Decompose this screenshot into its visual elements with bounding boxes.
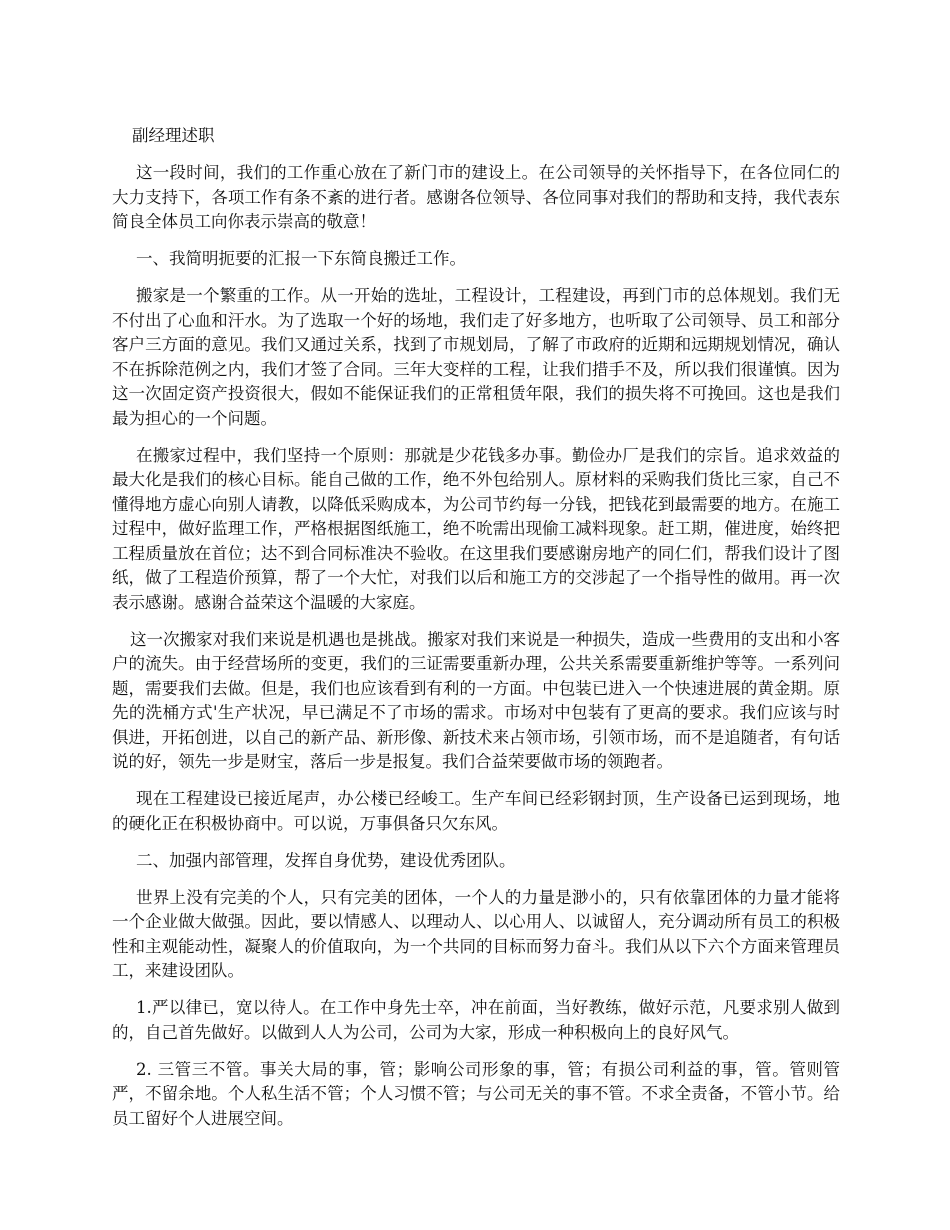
paragraph-opportunity: 这一次搬家对我们来说是机遇也是挑战。搬家对我们来说是一种损失，造成一些费用的支出和小客户的流失。由于经营场所的变更，我们的三证需要重新办理，公共关系需要重新维护等等。一系列问题，需要我们去做。但是，我们也应该看到有利的一方面。中包装已进入一个快速进展的黄金期。原先的洗桶方式'生产状况，早已满足不了市场的需求。市场对中包装有了更高的要求。我们应该与时俱进，开拓创进，以自己的新产品、新形像、新技术来占领市场，引领市场，而不是追随者，有句话说的好，领先一步是财宝，落后一步是报复。我们合益荣要做市场的领跑者。 xyxy=(112,629,840,771)
list-item-1: 1.严以律已，宽以待人。在工作中身先士卒，冲在前面，当好教练，做好示范，凡要求别人做到的，自己首先做好。以做到人人为公司，公司为大家，形成一种积极向上的良好风气。 xyxy=(112,998,840,1042)
section-heading-2: 二、加强内部管理，发挥自身优势，建设优秀团队。 xyxy=(136,850,516,870)
paragraph-progress: 现在工程建设已接近尾声，办公楼已经峻工。生产车间已经彩钢封顶，生产设备已运到现场，地的硬化正在积极协商中。可以说，万事俱备只欠东风。 xyxy=(112,789,840,833)
paragraph-team: 世界上没有完美的个人，只有完美的团体，一个人的力量是渺小的，只有依靠团体的力量才能将一个企业做大做强。因此，要以情感人、以理动人、以心用人、以诚留人，充分调动所有员工的积极性和主观能动性，凝聚人的价值取向，为一个共同的目标而努力奋斗。我们从以下六个方面来管理员工，来建设团队。 xyxy=(112,887,840,980)
list-item-2: 2. 三管三不管。事关大局的事，管；影响公司形象的事，管；有损公司利益的事，管。管则管严，不留余地。个人私生活不管；个人习惯不管；与公司无关的事不管。不求全责备，不管小节。给员工留好个人进展空间。 xyxy=(112,1059,840,1128)
paragraph-moving-work: 搬家是一个繁重的工作。从一开始的选址，工程设计，工程建设，再到门市的总体规划。我们无不付出了心血和汗水。为了选取一个好的场地，我们走了好多地方，也听取了公司领导、员工和部分客户三方面的意见。我们又通过关系，找到了市规划局，了解了市政府的近期和远期规划情况，确认不在拆除范例之内，我们才签了合同。三年大变样的工程，让我们措手不及，所以我们很谨慎。因为这一次固定资产投资很大，假如不能保证我们的正常租赁年限，我们的损失将不可挽回。这也是我们最为担心的一个问题。 xyxy=(112,286,840,428)
document-page xyxy=(112,124,840,1144)
document-title: 副经理述职 xyxy=(132,126,215,145)
paragraph-principle: 在搬家过程中，我们坚持一个原则：那就是少花钱多办事。勤俭办厂是我们的宗旨。追求效益的最大化是我们的核心目标。能自己做的工作，绝不外包给别人。原材料的采购我们货比三家，自己不懂得地方虚心向别人请教，以降低采购成本，为公司节约每一分钱，把钱花到最需要的地方。在施工过程中，做好监理工作，严格根据图纸施工，绝不吮需出现偷工减料现象。赶工期，催进度，始终把工程质量放在首位；达不到合同标准决不验收。在这里我们要感谢房地产的同仁们，帮我们设计了图纸，做了工程造价预算，帮了一个大忙，对我们以后和施工方的交涉起了一个指导性的做用。再一次表示感谢。感谢合益荣这个温暖的大家庭。 xyxy=(112,445,840,612)
paragraph-intro: 这一段时间，我们的工作重心放在了新门市的建设上。在公司领导的关怀指导下，在各位同仁的大力支持下，各项工作有条不紊的进行者。感谢各位领导、各位同事对我们的帮助和支持，我代表东简良全体员工向你表示崇高的敬意！ xyxy=(112,163,840,231)
section-heading-1: 一、我简明扼要的汇报一下东简良搬迁工作。 xyxy=(136,249,466,268)
